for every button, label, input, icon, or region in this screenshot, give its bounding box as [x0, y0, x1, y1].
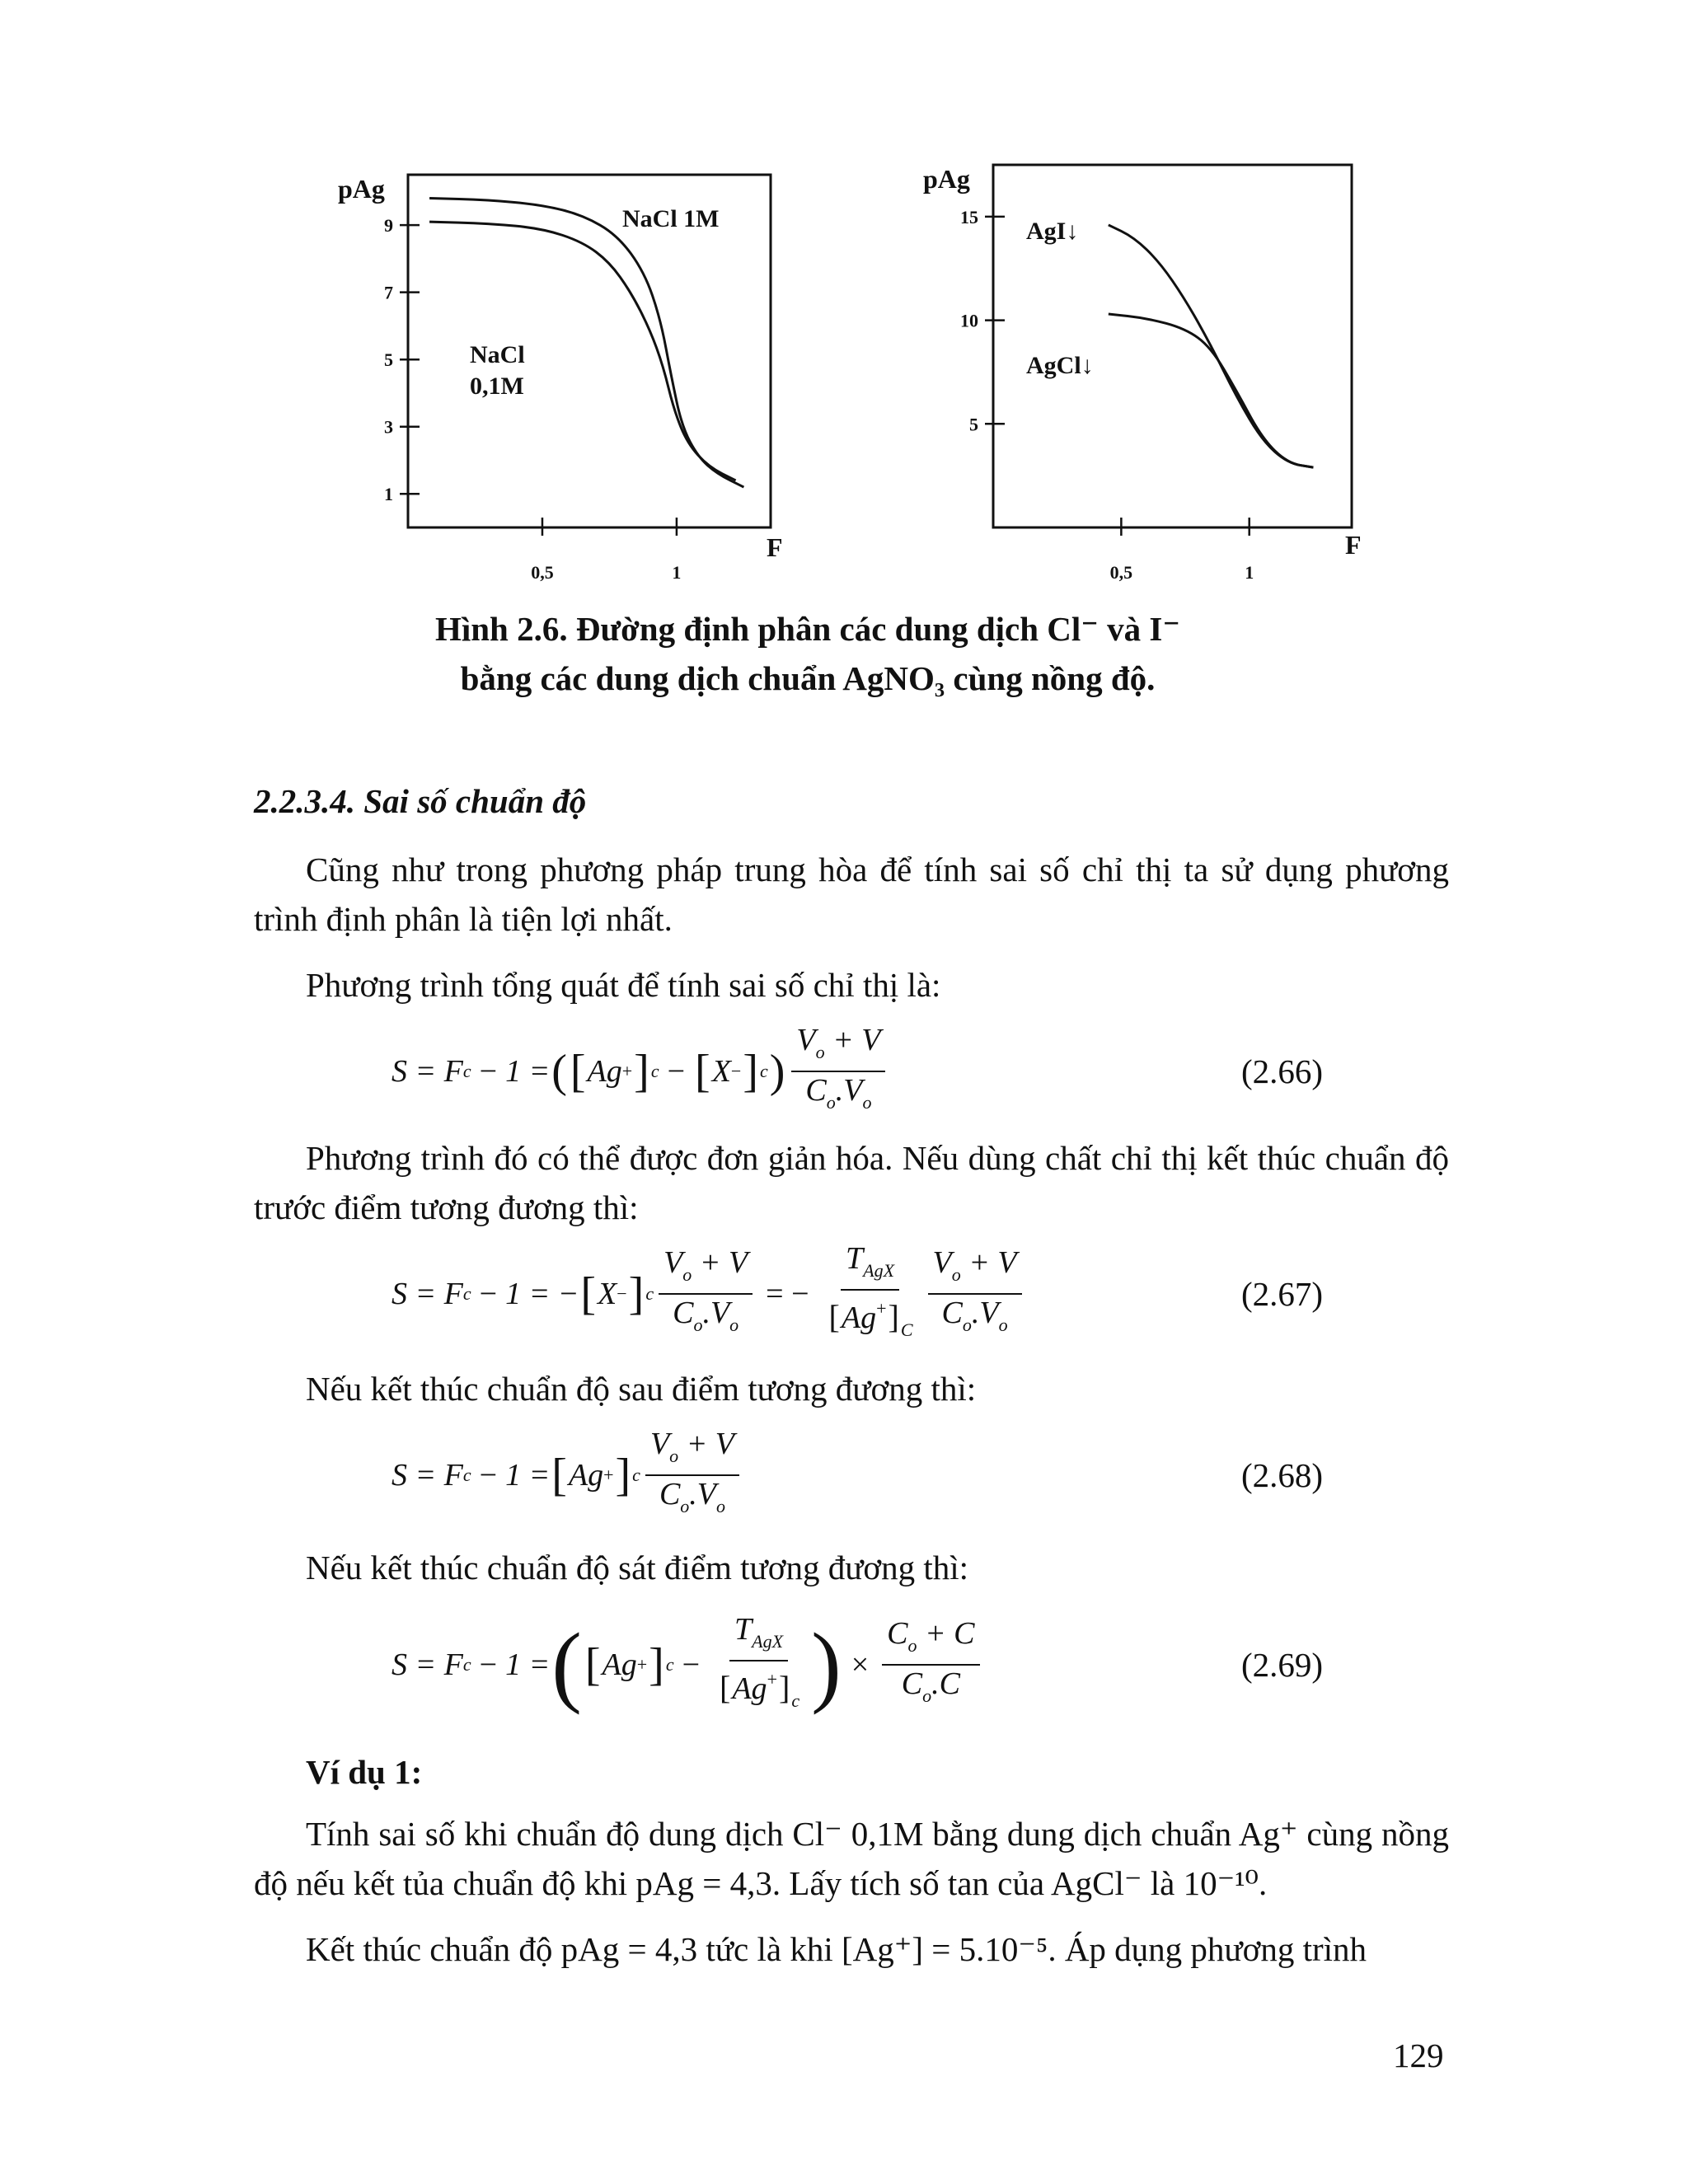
y-tick-label: 5 [969, 414, 978, 435]
y-tick-label: 5 [384, 349, 393, 371]
curve-annotation: NaCl 1M [622, 205, 720, 232]
y-axis-label: pAg [923, 164, 970, 194]
x-tick-label: 0,5 [531, 562, 554, 583]
equation-number: (2.66) [1240, 1052, 1323, 1090]
y-tick-label: 10 [960, 310, 978, 331]
chart-nacl [338, 174, 783, 583]
paragraph-example: Tính sai số khi chuẩn độ dung dịch Cl⁻ 0,1M bằng dung dịch chuẩn Ag⁺ cùng nồng độ nếu kết tủa chuẩn độ khi pAg = 4,3. Lấy tích số tan của AgCl⁻ là 10⁻¹⁰. [254, 1815, 1449, 1902]
x-tick-label: 1 [1245, 562, 1254, 583]
equation-body: S = F c − 1 = ( [ Ag + ] c − $\frac{T_{AgX}}{[Ag^+]_c}$ ) × $\frac{C_o + C}{C_o.C}$ [392, 1607, 985, 1722]
x-tick-label: 1 [672, 562, 682, 583]
paragraph-example-solution: Kết thúc chuẩn độ pAg = 4,3 tức là khi [Ag⁺] = 5.10⁻⁵. Áp dụng phương trình [306, 1930, 1367, 1968]
paragraph-after-eq-point: Nếu kết thúc chuẩn độ sau điểm tương đương thì: [306, 1370, 977, 1408]
y-tick-label: 15 [960, 206, 978, 227]
equation-body: S = F c − 1 = [ Ag + ] c $\frac{V_o + V}{C_o.V_o}$ [392, 1426, 744, 1525]
x-axis-label: F [1345, 530, 1362, 560]
figure-2-6 [321, 140, 1385, 585]
x-axis-label: F [767, 532, 783, 562]
y-tick-label: 3 [384, 416, 393, 438]
chart-agi-agcl [923, 164, 1362, 583]
y-tick-label: 1 [384, 484, 393, 505]
figure-caption-line1: Hình 2.6. Đường định phân các dung dịch Cl⁻ và I⁻ [434, 610, 1181, 648]
y-tick-label: 7 [384, 282, 393, 303]
equation-2-68 [392, 1426, 1323, 1525]
titration-curves-figure [321, 140, 1385, 585]
example-title: Ví dụ 1: [306, 1753, 423, 1791]
equation-number: (2.69) [1240, 1646, 1323, 1684]
equation-number: (2.67) [1240, 1275, 1323, 1313]
paragraph-general-eq: Phương trình tổng quát để tính sai số chỉ thị là: [306, 966, 941, 1004]
curve-annotation: AgI↓ [1026, 218, 1079, 245]
equation-2-67 [392, 1240, 1323, 1347]
equation-body: S = F c − 1 = − [ X − ] c $\frac{V_o + V}{C_o.V_o}$ = − $\frac{T_{AgX}}{[Ag^+]_C}$ $\frac{V_o + V}{C_o.V_o}$ [392, 1240, 1027, 1347]
paragraph-simplify: Phương trình đó có thể được đơn giản hóa. Nếu dùng chất chỉ thị kết thúc chuẩn độ trước điểm tương đương thì: [254, 1139, 1449, 1226]
equation-2-69 [392, 1607, 1323, 1722]
curve-annotation: NaCl [470, 341, 525, 368]
curve-annotation: AgCl↓ [1026, 352, 1094, 379]
y-tick-label: 9 [384, 215, 393, 237]
figure-caption-line2: bằng các dung dịch chuẩn AgNO₃ cùng nồng độ. [460, 659, 1156, 697]
curve-annotation: 0,1M [470, 373, 524, 400]
equation-body: S = F c − 1 = ( [ Ag + ] c − [ X − ] c ) $\frac{V_o + V}{C_o.V_o}$ [392, 1022, 890, 1121]
page-number: 129 [1393, 2036, 1444, 2074]
series-line-2 [1109, 314, 1314, 467]
equation-2-66 [392, 1022, 1323, 1121]
x-tick-label: 0,5 [1109, 562, 1133, 583]
series-line-1 [1109, 225, 1314, 467]
section-title: 2.2.3.4. Sai số chuẩn độ [254, 782, 587, 820]
paragraph-near-eq-point: Nếu kết thúc chuẩn độ sát điểm tương đương thì: [306, 1549, 969, 1586]
y-axis-label: pAg [338, 174, 385, 204]
equation-number: (2.68) [1240, 1456, 1323, 1494]
paragraph-intro: Cũng như trong phương pháp trung hòa để tính sai số chỉ thị ta sử dụng phương trình định phân là tiện lợi nhất. [254, 851, 1449, 938]
